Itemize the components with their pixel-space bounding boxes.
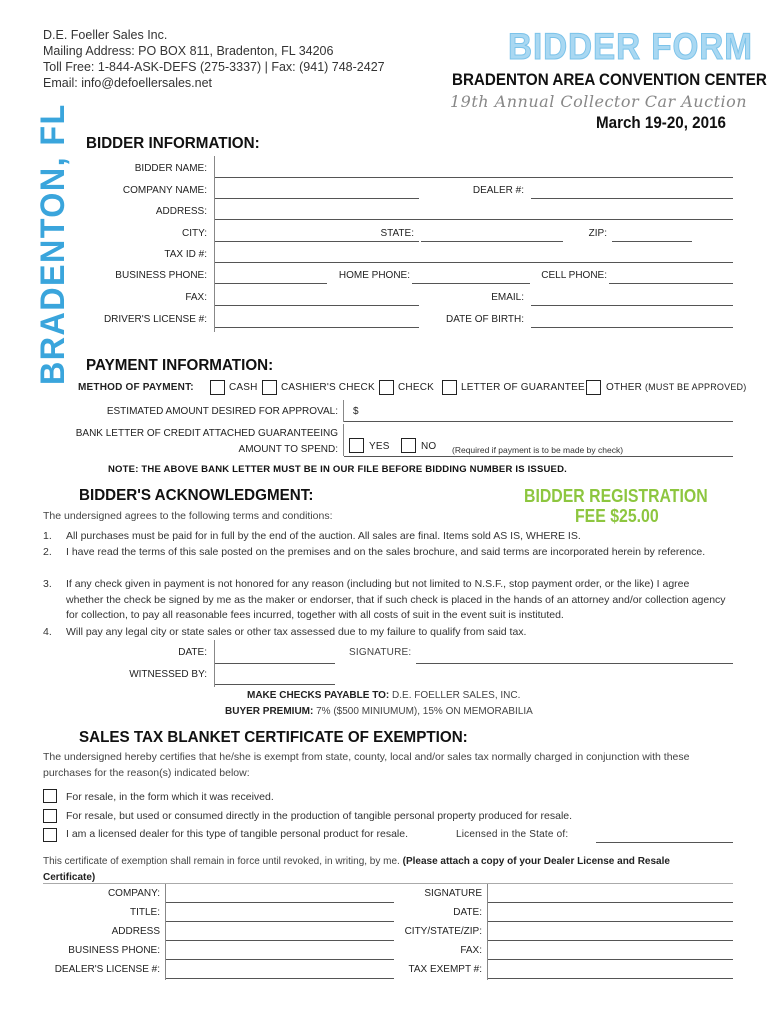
form-title: BIDDER FORM	[508, 26, 753, 67]
bank-letter-1: BANK LETTER OF CREDIT ATTACHED GUARANTEEING	[75, 428, 338, 439]
label-email: EMAIL:	[491, 292, 524, 303]
label-witnessed: WITNESSED BY:	[129, 669, 207, 680]
checkbox-other[interactable]	[586, 380, 601, 395]
force-note	[43, 854, 743, 886]
label-fax: FAX:	[185, 292, 207, 303]
option-cash: CASH	[229, 382, 258, 393]
form-title-wrap	[508, 26, 770, 70]
label-ex-business-phone: BUSINESS PHONE:	[68, 945, 160, 956]
label-business-phone: BUSINESS PHONE:	[115, 270, 207, 281]
bidder-info-heading: BIDDER INFORMATION:	[86, 135, 260, 152]
option-no: NO	[421, 441, 437, 452]
field-email[interactable]	[531, 305, 733, 306]
registration-fee-line1: BIDDER REGISTRATION	[524, 486, 708, 506]
field-dealer[interactable]	[531, 198, 733, 199]
option-check: CHECK	[398, 382, 435, 393]
field-ack-date[interactable]	[215, 663, 335, 664]
option-other	[606, 382, 746, 393]
field-ex-dealer-license[interactable]	[166, 978, 394, 979]
exemption-option-2: For resale, but used or consumed directly in the production of tangible personal property produced for resale.	[66, 810, 573, 822]
payment-heading: PAYMENT INFORMATION:	[86, 357, 274, 374]
label-signature: SIGNATURE:	[349, 647, 412, 658]
field-state[interactable]	[421, 241, 563, 242]
field-cell-phone[interactable]	[609, 283, 733, 284]
attach-note-1: (Please attach a copy of your Dealer License and Resale	[402, 856, 670, 867]
phone-numbers: Toll Free: 1-844-ASK-DEFS (275-3337) | Fax: (941) 748-2427	[43, 60, 385, 74]
checkbox-resale-production[interactable]	[43, 809, 57, 823]
attach-note-2: Certificate)	[43, 872, 96, 883]
term-3: If any check given in payment is not honored for any reason (including but not limited to N.S.F., stop payment order, or the like) I agree whether the check be signed by me as the maker or endorser, that if such check is placed in the hands of an attorney and/or collection agency for collection, to pay all reasonable fees incurred, together with all costs of suit in the event suit is instituted.	[66, 578, 726, 621]
field-company-name[interactable]	[215, 198, 419, 199]
terms-intro: The undersigned agrees to the following terms and conditions:	[43, 510, 333, 522]
option-cashiers-check: CASHIER'S CHECK	[281, 382, 375, 393]
exemption-intro: The undersigned hereby certifies that he/she is exempt from state, county, local and/or sales tax normally charged in conjunction with these purchases for the reason(s) indicated below:	[43, 751, 690, 779]
label-ex-tax-exempt: TAX EXEMPT #:	[408, 964, 482, 975]
field-tax-id[interactable]	[215, 262, 733, 263]
label-state: STATE:	[380, 228, 414, 239]
term-4: Will pay any legal city or state sales or other tax assessed due to my failure to qualify from said tax.	[66, 626, 527, 638]
label-dob: DATE OF BIRTH:	[446, 314, 524, 325]
other-note: (MUST BE APPROVED)	[644, 382, 747, 392]
label-ex-date: DATE:	[453, 907, 482, 918]
auction-dates: March 19-20, 2016	[596, 114, 726, 132]
term-1: All purchases must be paid for in full by the end of the auction. All sales are final. Items sold AS IS, WHERE IS.	[66, 530, 581, 542]
field-ex-fax[interactable]	[488, 959, 733, 960]
option-other-label: OTHER	[606, 382, 642, 393]
checkbox-yes[interactable]	[349, 438, 364, 453]
field-ex-city[interactable]	[488, 940, 733, 941]
field-estimated-amount[interactable]	[344, 421, 733, 422]
checkbox-cash[interactable]	[210, 380, 225, 395]
label-company-name: COMPANY NAME:	[122, 185, 207, 196]
term-2: I have read the terms of this sale posted on the premises and on the sales brochure, and said terms are incorporated herein by reference.	[66, 546, 706, 558]
exemption-heading: SALES TAX BLANKET CERTIFICATE OF EXEMPTION:	[79, 729, 468, 746]
checks-payable	[247, 690, 520, 701]
bank-letter-note: NOTE: THE ABOVE BANK LETTER MUST BE IN OUR FILE BEFORE BIDDING NUMBER IS ISSUED.	[108, 464, 567, 475]
term-1-number: 1.	[43, 530, 52, 542]
checks-value: D.E. FOELLER SALES, INC.	[392, 690, 521, 701]
label-ex-address: ADDRESS	[111, 926, 160, 937]
checkbox-letter[interactable]	[442, 380, 457, 395]
field-ex-title[interactable]	[166, 921, 394, 922]
estimated-label: ESTIMATED AMOUNT DESIRED FOR APPROVAL:	[106, 406, 338, 417]
venue-title: BRADENTON AREA CONVENTION CENTER	[452, 71, 767, 89]
label-ex-signature: SIGNATURE	[424, 888, 482, 899]
registration-fee-line2: FEE $25.00	[575, 506, 659, 526]
field-ex-address[interactable]	[166, 940, 394, 941]
dollar-sign: $	[353, 406, 359, 417]
label-ex-title: TITLE:	[129, 907, 160, 918]
label-ex-fax: FAX:	[460, 945, 482, 956]
checks-label: MAKE CHECKS PAYABLE TO:	[247, 690, 390, 701]
company-email: Email: info@defoellersales.net	[43, 76, 213, 90]
label-home-phone: HOME PHONE:	[338, 270, 410, 281]
field-city[interactable]	[215, 241, 419, 242]
edition-text: 19th Annual Collector Car Auction	[450, 92, 748, 111]
label-ex-company: COMPANY:	[107, 888, 160, 899]
checkbox-cashiers-check[interactable]	[262, 380, 277, 395]
checkbox-licensed-dealer[interactable]	[43, 828, 57, 842]
premium-label: BUYER PREMIUM:	[225, 706, 314, 717]
field-fax[interactable]	[215, 305, 419, 306]
label-date: DATE:	[178, 647, 207, 658]
company-name: D.E. Foeller Sales Inc.	[43, 28, 168, 42]
field-license[interactable]	[215, 327, 419, 328]
exemption-option-1: For resale, in the form which it was received.	[66, 791, 274, 803]
side-text: BRADENTON, FL	[34, 103, 72, 385]
label-cell-phone: CELL PHONE:	[541, 270, 607, 281]
field-home-phone[interactable]	[412, 283, 530, 284]
acknowledgment-heading: BIDDER'S ACKNOWLEDGMENT:	[79, 487, 314, 504]
label-dealer: DEALER #:	[472, 185, 524, 196]
premium-value: 7% ($500 MINIUMUM), 15% ON MEMORABILIA	[316, 706, 533, 717]
field-zip[interactable]	[612, 241, 692, 242]
field-dob[interactable]	[531, 327, 733, 328]
method-label: METHOD OF PAYMENT:	[78, 382, 194, 393]
label-address: ADDRESS:	[155, 206, 207, 217]
option-yes: YES	[369, 441, 390, 452]
licensed-state-label: Licensed in the State of:	[456, 829, 569, 840]
exemption-rule	[43, 883, 733, 884]
label-zip: ZIP:	[588, 228, 607, 239]
label-ex-city: CITY/STATE/ZIP:	[404, 926, 482, 937]
label-city: CITY:	[181, 228, 207, 239]
field-ex-date[interactable]	[488, 921, 733, 922]
exemption-option-3: I am a licensed dealer for this type of tangible personal product for resale.	[66, 828, 409, 840]
term-4-number: 4.	[43, 626, 52, 638]
field-ack-signature[interactable]	[416, 663, 733, 664]
field-bidder-name[interactable]	[215, 177, 733, 178]
checkbox-no[interactable]	[401, 438, 416, 453]
term-3-number: 3.	[43, 578, 52, 590]
option-letter: LETTER OF GUARANTEE	[461, 382, 585, 393]
label-tax-id: TAX ID #:	[164, 249, 207, 260]
field-ex-signature[interactable]	[488, 902, 733, 903]
edition-title	[450, 92, 747, 111]
label-ex-dealer-license: DEALER'S LICENSE #:	[54, 964, 160, 975]
field-ex-company[interactable]	[166, 902, 394, 903]
force-note-text: This certificate of exemption shall remain in force until revoked, in writing, by me.	[43, 856, 400, 867]
field-witnessed[interactable]	[215, 684, 335, 685]
mailing-address: Mailing Address: PO BOX 811, Bradenton, FL 34206	[43, 44, 334, 58]
bank-letter-2: AMOUNT TO SPEND:	[238, 444, 338, 455]
checkbox-check[interactable]	[379, 380, 394, 395]
field-address[interactable]	[215, 219, 733, 220]
term-2-number: 2.	[43, 546, 52, 558]
field-business-phone[interactable]	[215, 283, 327, 284]
label-license: DRIVER'S LICENSE #:	[103, 314, 207, 325]
buyer-premium	[225, 706, 533, 717]
label-bidder-name: BIDDER NAME:	[134, 163, 207, 174]
required-note: (Required if payment is to be made by check)	[452, 445, 624, 455]
checkbox-resale-received[interactable]	[43, 789, 57, 803]
field-ex-tax-exempt[interactable]	[488, 978, 733, 979]
field-ex-business-phone[interactable]	[166, 959, 394, 960]
field-licensed-state[interactable]	[596, 842, 733, 843]
